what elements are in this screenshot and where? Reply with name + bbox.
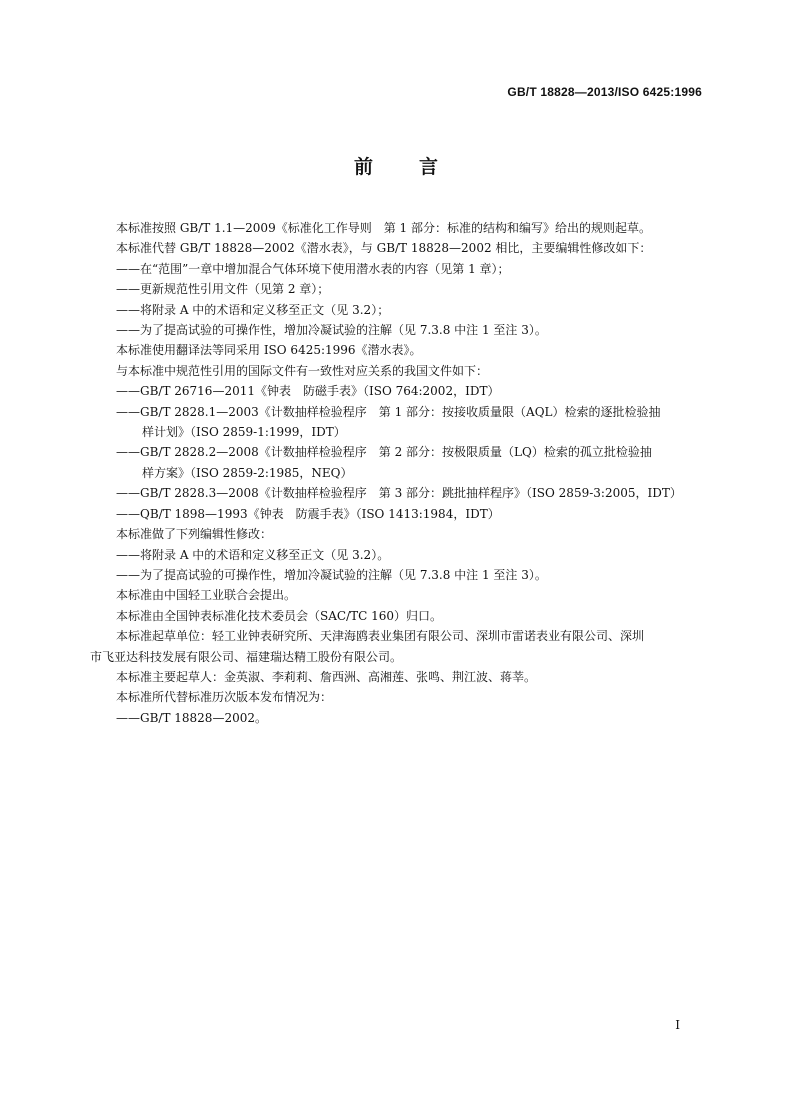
paragraph-line: ——GB/T 2828.1—2003《计数抽样检验程序 第 1 部分：按接收质量限（AQL）检索的逐批检验抽 — [116, 404, 661, 419]
paragraph-line: ——为了提高试验的可操作性，增加冷凝试验的注解（见 7.3.8 中注 1 至注 3）。 — [116, 323, 547, 338]
paragraph-line: ——GB/T 2828.2—2008《计数抽样检验程序 第 2 部分：按极限质量（LQ）检索的孤立批检验抽 — [116, 445, 652, 460]
paragraph-line: 本标准按照 GB/T 1.1—2009《标准化工作导则 第 1 部分：标准的结构和编写》给出的规则起草。 — [116, 221, 651, 235]
standard-code: GB/T 18828—2013/ISO 6425:1996 — [507, 85, 702, 99]
paragraph-line: 本标准主要起草人：金英淑、李莉莉、詹西洲、高湘莲、张鸣、荆江波、蒋莘。 — [116, 669, 537, 684]
paragraph-line: 本标准使用翻译法等同采用 ISO 6425:1996《潜水表》。 — [116, 343, 422, 358]
paragraph-line: 本标准起草单位：轻工业钟表研究所、天津海鸥表业集团有限公司、深圳市雷诺表业有限公司、深圳 — [116, 629, 645, 644]
paragraph-line: ——QB/T 1898—1993《钟表 防震手表》（ISO 1413:1984，IDT） — [116, 506, 500, 521]
paragraph-line: ——将附录 A 中的术语和定义移至正文（见 3.2）； — [116, 302, 390, 317]
paragraph-line: ——在“范围”一章中增加混合气体环境下使用潜水表的内容（见第 1 章）； — [116, 261, 510, 276]
paragraph-line: ——GB/T 2828.3—2008《计数抽样检验程序 第 3 部分：跳批抽样程序》（ISO 2859-3:2005，IDT） — [116, 486, 682, 501]
page-number: I — [675, 1018, 680, 1032]
paragraph-line: 本标准做了下列编辑性修改： — [116, 527, 273, 542]
paragraph-line: ——GB/T 26716—2011《钟表 防磁手表》（ISO 764:2002，IDT） — [116, 384, 500, 399]
page-title — [0, 152, 792, 179]
paragraph-line: ——更新规范性引用文件（见第 2 章）； — [116, 282, 330, 297]
paragraph-line: 本标准由中国轻工业联合会提出。 — [116, 588, 297, 603]
paragraph-line: 本标准所代替标准历次版本发布情况为： — [116, 690, 333, 705]
title-char-2: 言 — [419, 156, 439, 178]
paragraph-line: 市飞亚达科技发展有限公司、福建瑞达精工股份有限公司。 — [90, 649, 403, 664]
paragraph-line: 样方案》（ISO 2859-2:1985，NEQ） — [142, 465, 353, 480]
paragraph-line: 本标准代替 GB/T 18828—2002《潜水表》，与 GB/T 18828—2002 相比，主要编辑性修改如下： — [116, 241, 652, 256]
foreword-body — [90, 218, 702, 728]
paragraph-line: 样计划》（ISO 2859-1:1999，IDT） — [142, 425, 346, 440]
paragraph-line: ——为了提高试验的可操作性，增加冷凝试验的注解（见 7.3.8 中注 1 至注 3）。 — [116, 567, 547, 582]
paragraph-line: 与本标准中规范性引用的国际文件有一致性对应关系的我国文件如下： — [116, 363, 489, 378]
paragraph-line: ——将附录 A 中的术语和定义移至正文（见 3.2）。 — [116, 547, 390, 562]
paragraph-line: ——GB/T 18828—2002。 — [116, 710, 267, 725]
title-char-1: 前 — [353, 156, 373, 178]
paragraph-line: 本标准由全国钟表标准化技术委员会（SAC/TC 160）归口。 — [116, 608, 443, 623]
